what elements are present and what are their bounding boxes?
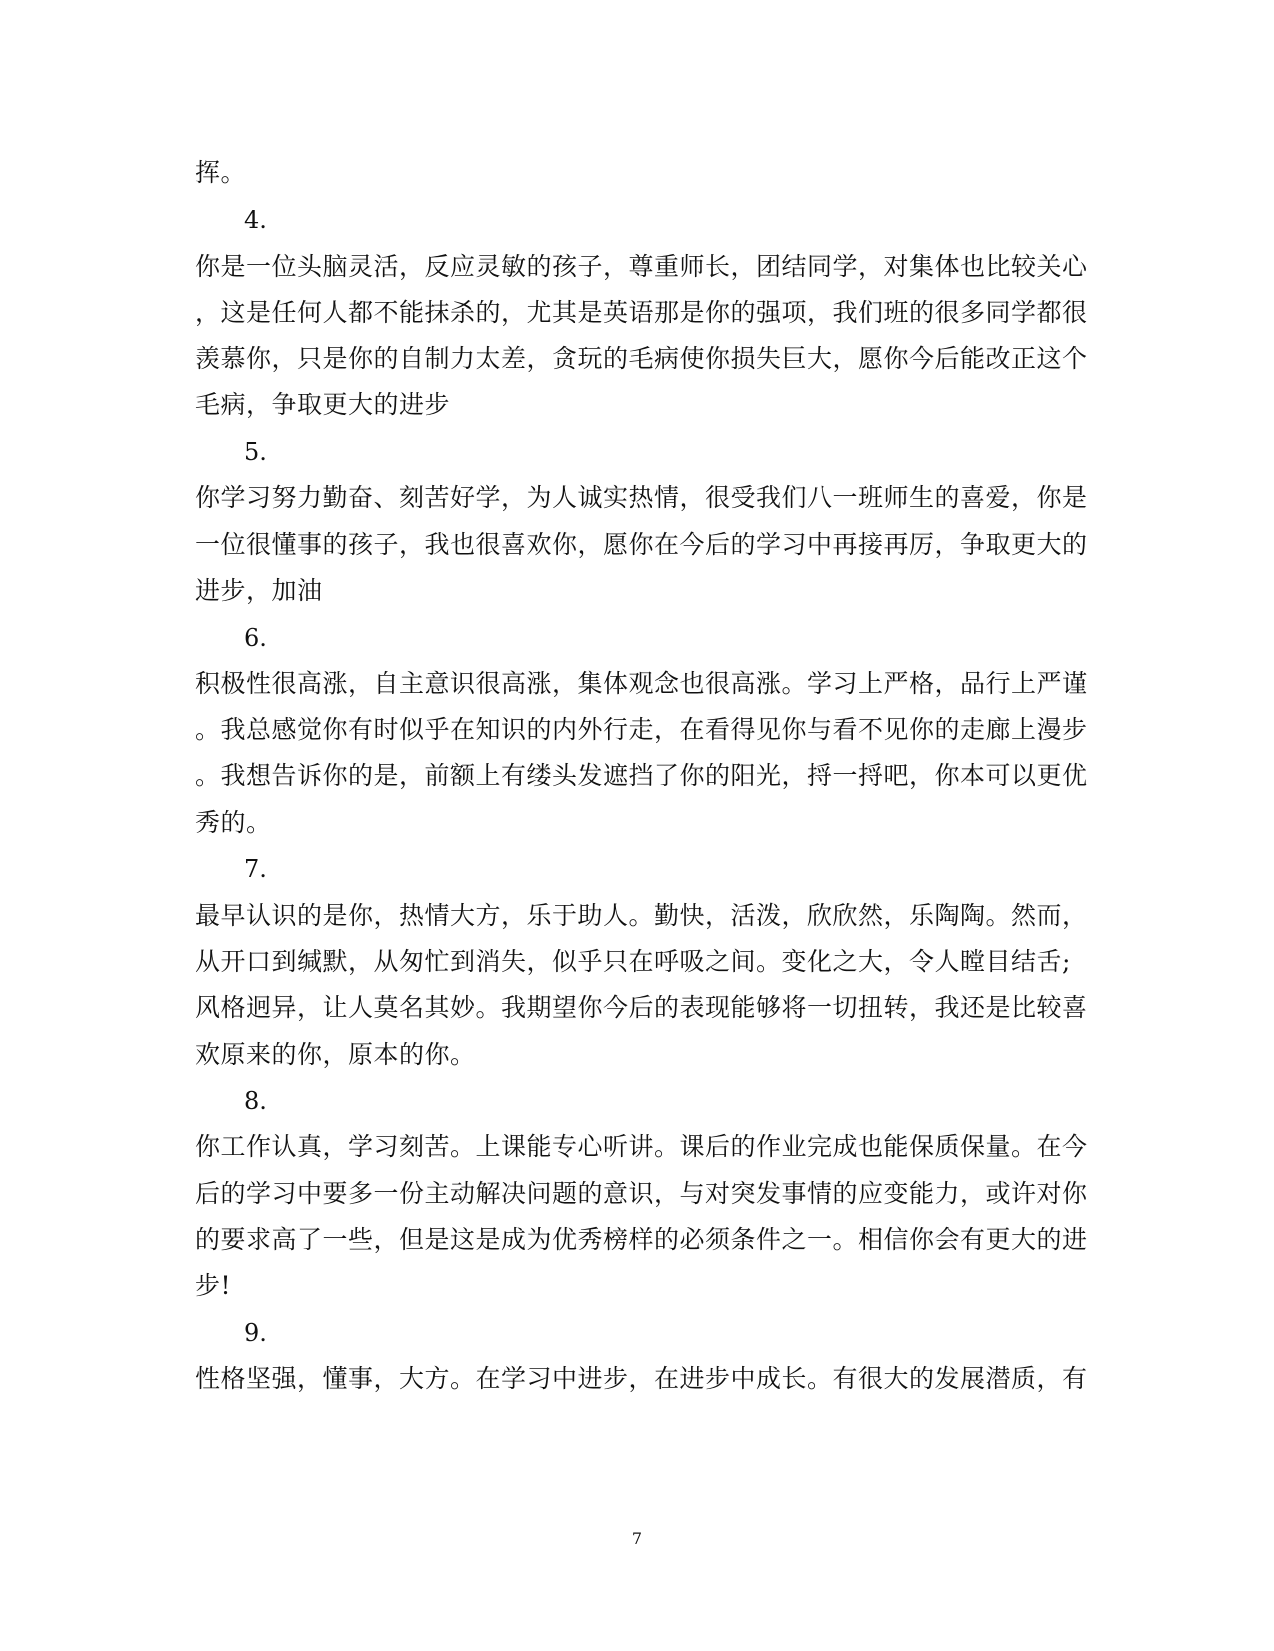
text-line: 毛病，争取更大的进步 xyxy=(195,390,451,419)
text-line: 性格坚强，懂事，大方。在学习中进步，在进步中成长。有很大的发展潜质，有 xyxy=(195,1364,1088,1393)
item-number: 6. xyxy=(244,624,267,652)
text-line: 进步，加油 xyxy=(195,576,323,605)
text-line: 欢原来的你，原本的你。 xyxy=(195,1040,476,1069)
text-line: 最早认识的是你，热情大方，乐于助人。勤快，活泼，欣欣然，乐陶陶。然而， xyxy=(195,901,1088,930)
item-number: 4. xyxy=(244,206,267,234)
text-line: 风格迥异，让人莫名其妙。我期望你今后的表现能够将一切扭转，我还是比较喜 xyxy=(195,993,1088,1022)
text-line: 你学习努力勤奋、刻苦好学，为人诚实热情，很受我们八一班师生的喜爱，你是 xyxy=(195,483,1088,512)
item-number: 7. xyxy=(244,855,267,883)
item-number: 8. xyxy=(244,1087,267,1115)
text-line: 后的学习中要多一份主动解决问题的意识，与对突发事情的应变能力，或许对你 xyxy=(195,1179,1088,1208)
text-line: ，这是任何人都不能抹杀的，尤其是英语那是你的强项，我们班的很多同学都很 xyxy=(195,298,1088,327)
text-line: 步! xyxy=(195,1271,232,1300)
text-line: 秀的。 xyxy=(195,808,272,837)
item-number: 9. xyxy=(244,1319,267,1347)
text-line: 从开口到缄默，从匆忙到消失，似乎只在呼吸之间。变化之大，令人瞠目结舌; xyxy=(195,947,1071,976)
text-line: 你是一位头脑灵活，反应灵敏的孩子，尊重师长，团结同学，对集体也比较关心 xyxy=(195,252,1088,281)
text-line: 你工作认真，学习刻苦。上课能专心听讲。课后的作业完成也能保质保量。在今 xyxy=(195,1132,1088,1161)
text-line: 一位很懂事的孩子，我也很喜欢你，愿你在今后的学习中再接再厉，争取更大的 xyxy=(195,530,1088,559)
text-line: 挥。 xyxy=(195,158,247,187)
text-line: 羡慕你，只是你的自制力太差，贪玩的毛病使你损失巨大，愿你今后能改正这个 xyxy=(195,344,1088,373)
text-line: 。我总感觉你有时似乎在知识的内外行走，在看得见你与看不见你的走廊上漫步 xyxy=(195,715,1088,744)
item-number: 5. xyxy=(244,438,267,466)
text-line: 。我想告诉你的是，前额上有缕头发遮挡了你的阳光，捋一捋吧，你本可以更优 xyxy=(195,761,1088,790)
page-number: 7 xyxy=(631,1529,643,1548)
text-line: 的要求高了一些，但是这是成为优秀榜样的必须条件之一。相信你会有更大的进 xyxy=(195,1225,1088,1254)
text-line: 积极性很高涨，自主意识很高涨，集体观念也很高涨。学习上严格，品行上严谨 xyxy=(195,669,1088,698)
